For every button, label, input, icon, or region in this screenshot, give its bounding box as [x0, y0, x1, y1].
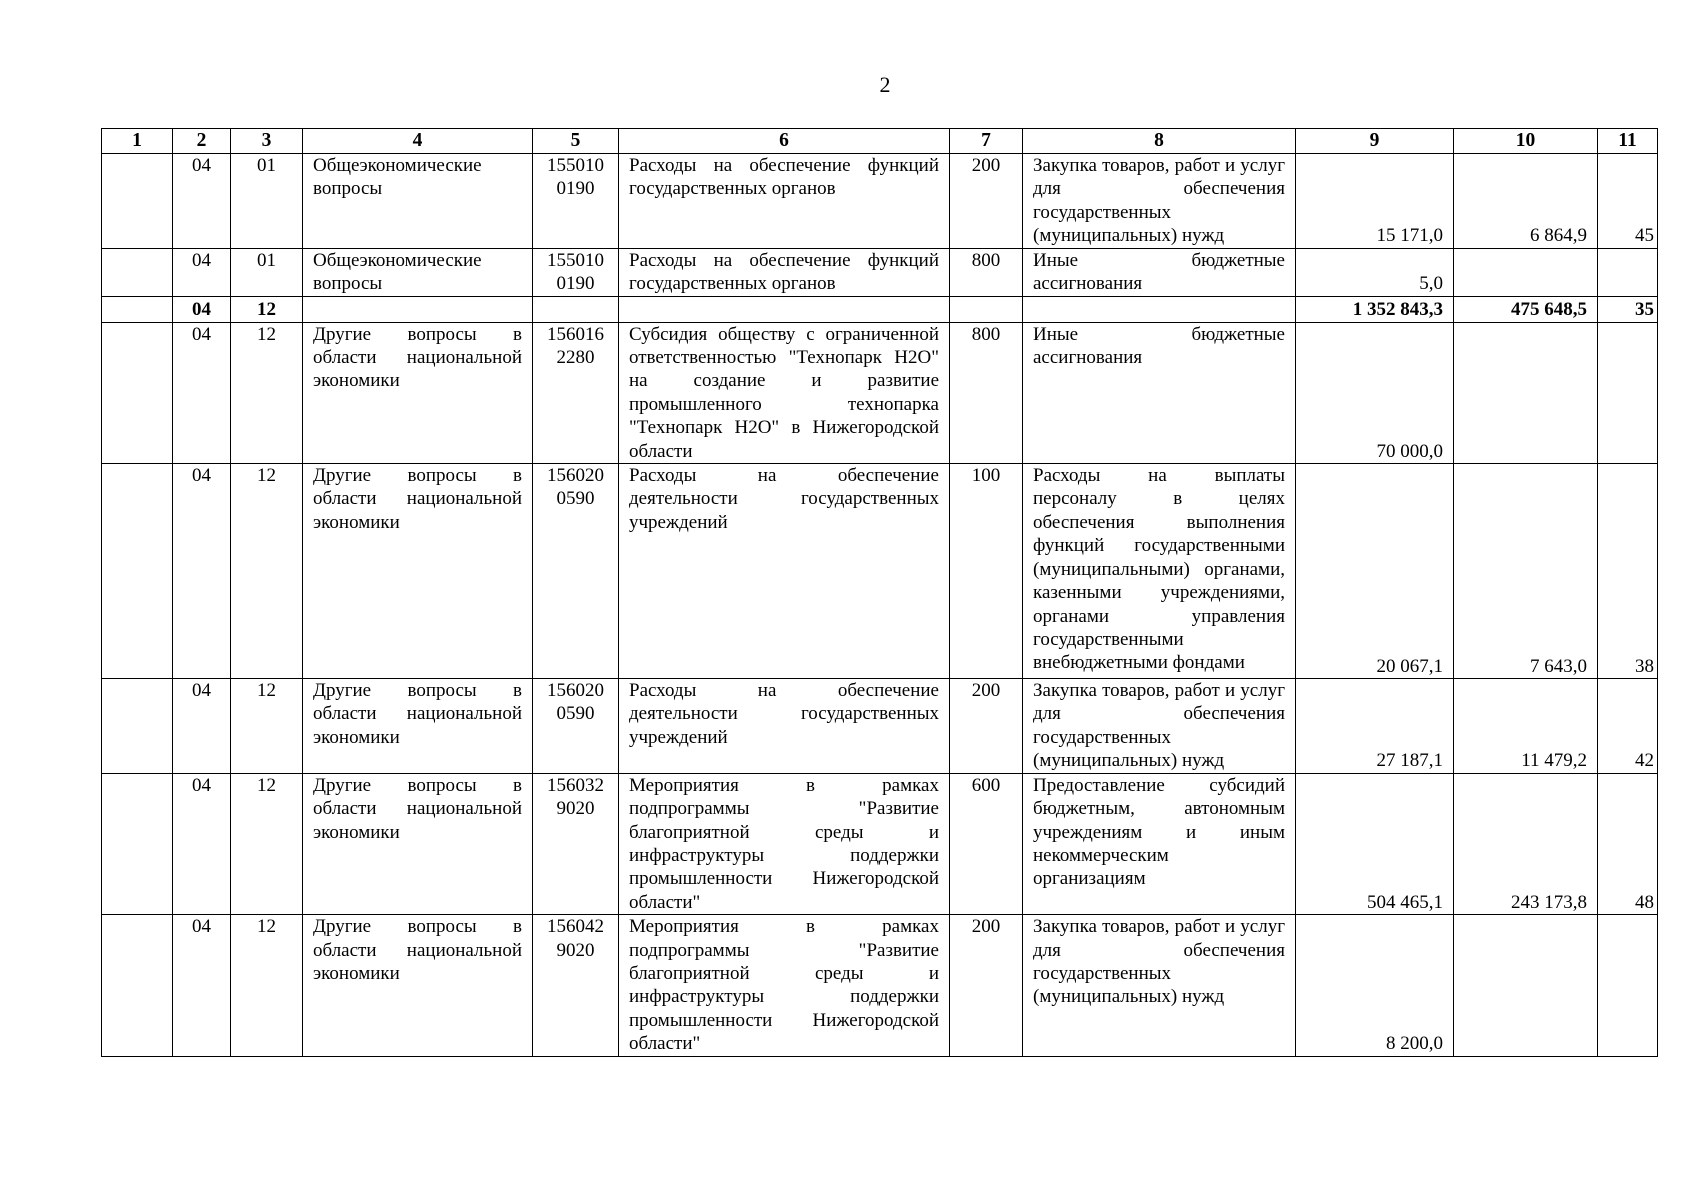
cell-subsection: 12 [231, 296, 303, 322]
table-row [102, 915, 1658, 1056]
cell-subsection: 12 [231, 915, 303, 1056]
cell-expense-name: Закупка товаров, работ и услуг для обеспечения государственных (муниципальных) нужд [1023, 679, 1296, 774]
cell-fact: 6 864,9 [1454, 154, 1598, 249]
cell-fact: 11 479,2 [1454, 679, 1598, 774]
header-cell: 7 [950, 129, 1023, 154]
cell-target-code: 156020 0590 [533, 679, 619, 774]
cell-col1 [102, 322, 173, 463]
header-cell: 5 [533, 129, 619, 154]
cell-percent [1598, 322, 1658, 463]
cell-percent [1598, 915, 1658, 1056]
cell-plan: 504 465,1 [1296, 773, 1454, 914]
budget-table [101, 128, 1658, 1057]
cell-plan: 1 352 843,3 [1296, 296, 1454, 322]
table-row [102, 296, 1658, 322]
header-cell: 10 [1454, 129, 1598, 154]
cell-section: 04 [173, 464, 231, 679]
cell-subsection: 12 [231, 679, 303, 774]
cell-target-name: Расходы на обеспечение функций государственных органов [619, 154, 950, 249]
header-cell: 6 [619, 129, 950, 154]
table-row [102, 154, 1658, 249]
header-row [102, 129, 1658, 154]
cell-name: Другие вопросы в области национальной экономики [303, 322, 533, 463]
cell-section: 04 [173, 679, 231, 774]
header-cell: 11 [1598, 129, 1658, 154]
cell-percent: 38 [1598, 464, 1658, 679]
cell-percent: 42 [1598, 679, 1658, 774]
cell-fact [1454, 248, 1598, 296]
cell-expense-name: Иные бюджетные ассигнования [1023, 322, 1296, 463]
cell-plan: 15 171,0 [1296, 154, 1454, 249]
cell-subsection: 01 [231, 248, 303, 296]
cell-expense-code: 800 [950, 322, 1023, 463]
cell-plan: 70 000,0 [1296, 322, 1454, 463]
cell-target-name: Субсидия обществу с ограниченной ответственностью "Технопарк Н2О" на создание и развитие промышленного технопарка "Технопарк Н2О" в Нижегородской области [619, 322, 950, 463]
header-cell: 3 [231, 129, 303, 154]
cell-name: Другие вопросы в области национальной экономики [303, 464, 533, 679]
cell-target-code: 156020 0590 [533, 464, 619, 679]
cell-col1 [102, 248, 173, 296]
cell-col1 [102, 154, 173, 249]
cell-name: Общеэкономические вопросы [303, 248, 533, 296]
cell-target-code: 156042 9020 [533, 915, 619, 1056]
cell-subsection: 12 [231, 464, 303, 679]
cell-expense-name [1023, 296, 1296, 322]
cell-percent: 35 [1598, 296, 1658, 322]
cell-target-name: Мероприятия в рамках подпрограммы "Развитие благоприятной среды и инфраструктуры поддержки промышленности Нижегородской области" [619, 773, 950, 914]
cell-col1 [102, 773, 173, 914]
table-row [102, 679, 1658, 774]
cell-plan: 27 187,1 [1296, 679, 1454, 774]
cell-expense-name: Расходы на выплаты персоналу в целях обеспечения выполнения функций государственными (муниципальными) органами, казенными учреждениями, органами управления государственными внебюджетными фондами [1023, 464, 1296, 679]
cell-target-code: 155010 0190 [533, 154, 619, 249]
page-number: 2 [879, 72, 891, 97]
header-cell: 9 [1296, 129, 1454, 154]
cell-target-code: 156016 2280 [533, 322, 619, 463]
cell-fact: 243 173,8 [1454, 773, 1598, 914]
cell-percent: 48 [1598, 773, 1658, 914]
cell-target-code: 155010 0190 [533, 248, 619, 296]
cell-expense-name: Закупка товаров, работ и услуг для обеспечения государственных (муниципальных) нужд [1023, 154, 1296, 249]
cell-target-name: Мероприятия в рамках подпрограммы "Развитие благоприятной среды и инфраструктуры поддержки промышленности Нижегородской области" [619, 915, 950, 1056]
cell-section: 04 [173, 773, 231, 914]
cell-col1 [102, 464, 173, 679]
cell-section: 04 [173, 296, 231, 322]
cell-target-name: Расходы на обеспечение деятельности государственных учреждений [619, 464, 950, 679]
cell-section: 04 [173, 322, 231, 463]
cell-percent [1598, 248, 1658, 296]
cell-percent: 45 [1598, 154, 1658, 249]
cell-fact [1454, 915, 1598, 1056]
cell-section: 04 [173, 154, 231, 249]
cell-expense-code: 200 [950, 679, 1023, 774]
cell-name: Другие вопросы в области национальной экономики [303, 773, 533, 914]
header-cell: 4 [303, 129, 533, 154]
cell-expense-code: 600 [950, 773, 1023, 914]
cell-target-name [619, 296, 950, 322]
cell-expense-name: Иные бюджетные ассигнования [1023, 248, 1296, 296]
table-row [102, 464, 1658, 679]
cell-name: Общеэкономические вопросы [303, 154, 533, 249]
cell-plan: 8 200,0 [1296, 915, 1454, 1056]
cell-target-name: Расходы на обеспечение деятельности государственных учреждений [619, 679, 950, 774]
table-row [102, 322, 1658, 463]
cell-col1 [102, 296, 173, 322]
cell-plan: 5,0 [1296, 248, 1454, 296]
cell-expense-code: 200 [950, 154, 1023, 249]
cell-subsection: 12 [231, 322, 303, 463]
cell-section: 04 [173, 248, 231, 296]
cell-expense-code: 100 [950, 464, 1023, 679]
cell-fact [1454, 322, 1598, 463]
cell-fact: 7 643,0 [1454, 464, 1598, 679]
cell-subsection: 12 [231, 773, 303, 914]
cell-name [303, 296, 533, 322]
header-cell: 1 [102, 129, 173, 154]
cell-target-code: 156032 9020 [533, 773, 619, 914]
cell-subsection: 01 [231, 154, 303, 249]
table-row [102, 773, 1658, 914]
cell-target-name: Расходы на обеспечение функций государственных органов [619, 248, 950, 296]
cell-col1 [102, 679, 173, 774]
cell-plan: 20 067,1 [1296, 464, 1454, 679]
cell-col1 [102, 915, 173, 1056]
cell-expense-name: Предоставление субсидий бюджетным, автономным учреждениям и иным некоммерческим организациям [1023, 773, 1296, 914]
table-row [102, 248, 1658, 296]
cell-fact: 475 648,5 [1454, 296, 1598, 322]
cell-name: Другие вопросы в области национальной экономики [303, 679, 533, 774]
cell-name: Другие вопросы в области национальной экономики [303, 915, 533, 1056]
cell-expense-name: Закупка товаров, работ и услуг для обеспечения государственных (муниципальных) нужд [1023, 915, 1296, 1056]
cell-target-code [533, 296, 619, 322]
cell-section: 04 [173, 915, 231, 1056]
cell-expense-code: 200 [950, 915, 1023, 1056]
cell-expense-code: 800 [950, 248, 1023, 296]
cell-expense-code [950, 296, 1023, 322]
header-cell: 2 [173, 129, 231, 154]
header-cell: 8 [1023, 129, 1296, 154]
